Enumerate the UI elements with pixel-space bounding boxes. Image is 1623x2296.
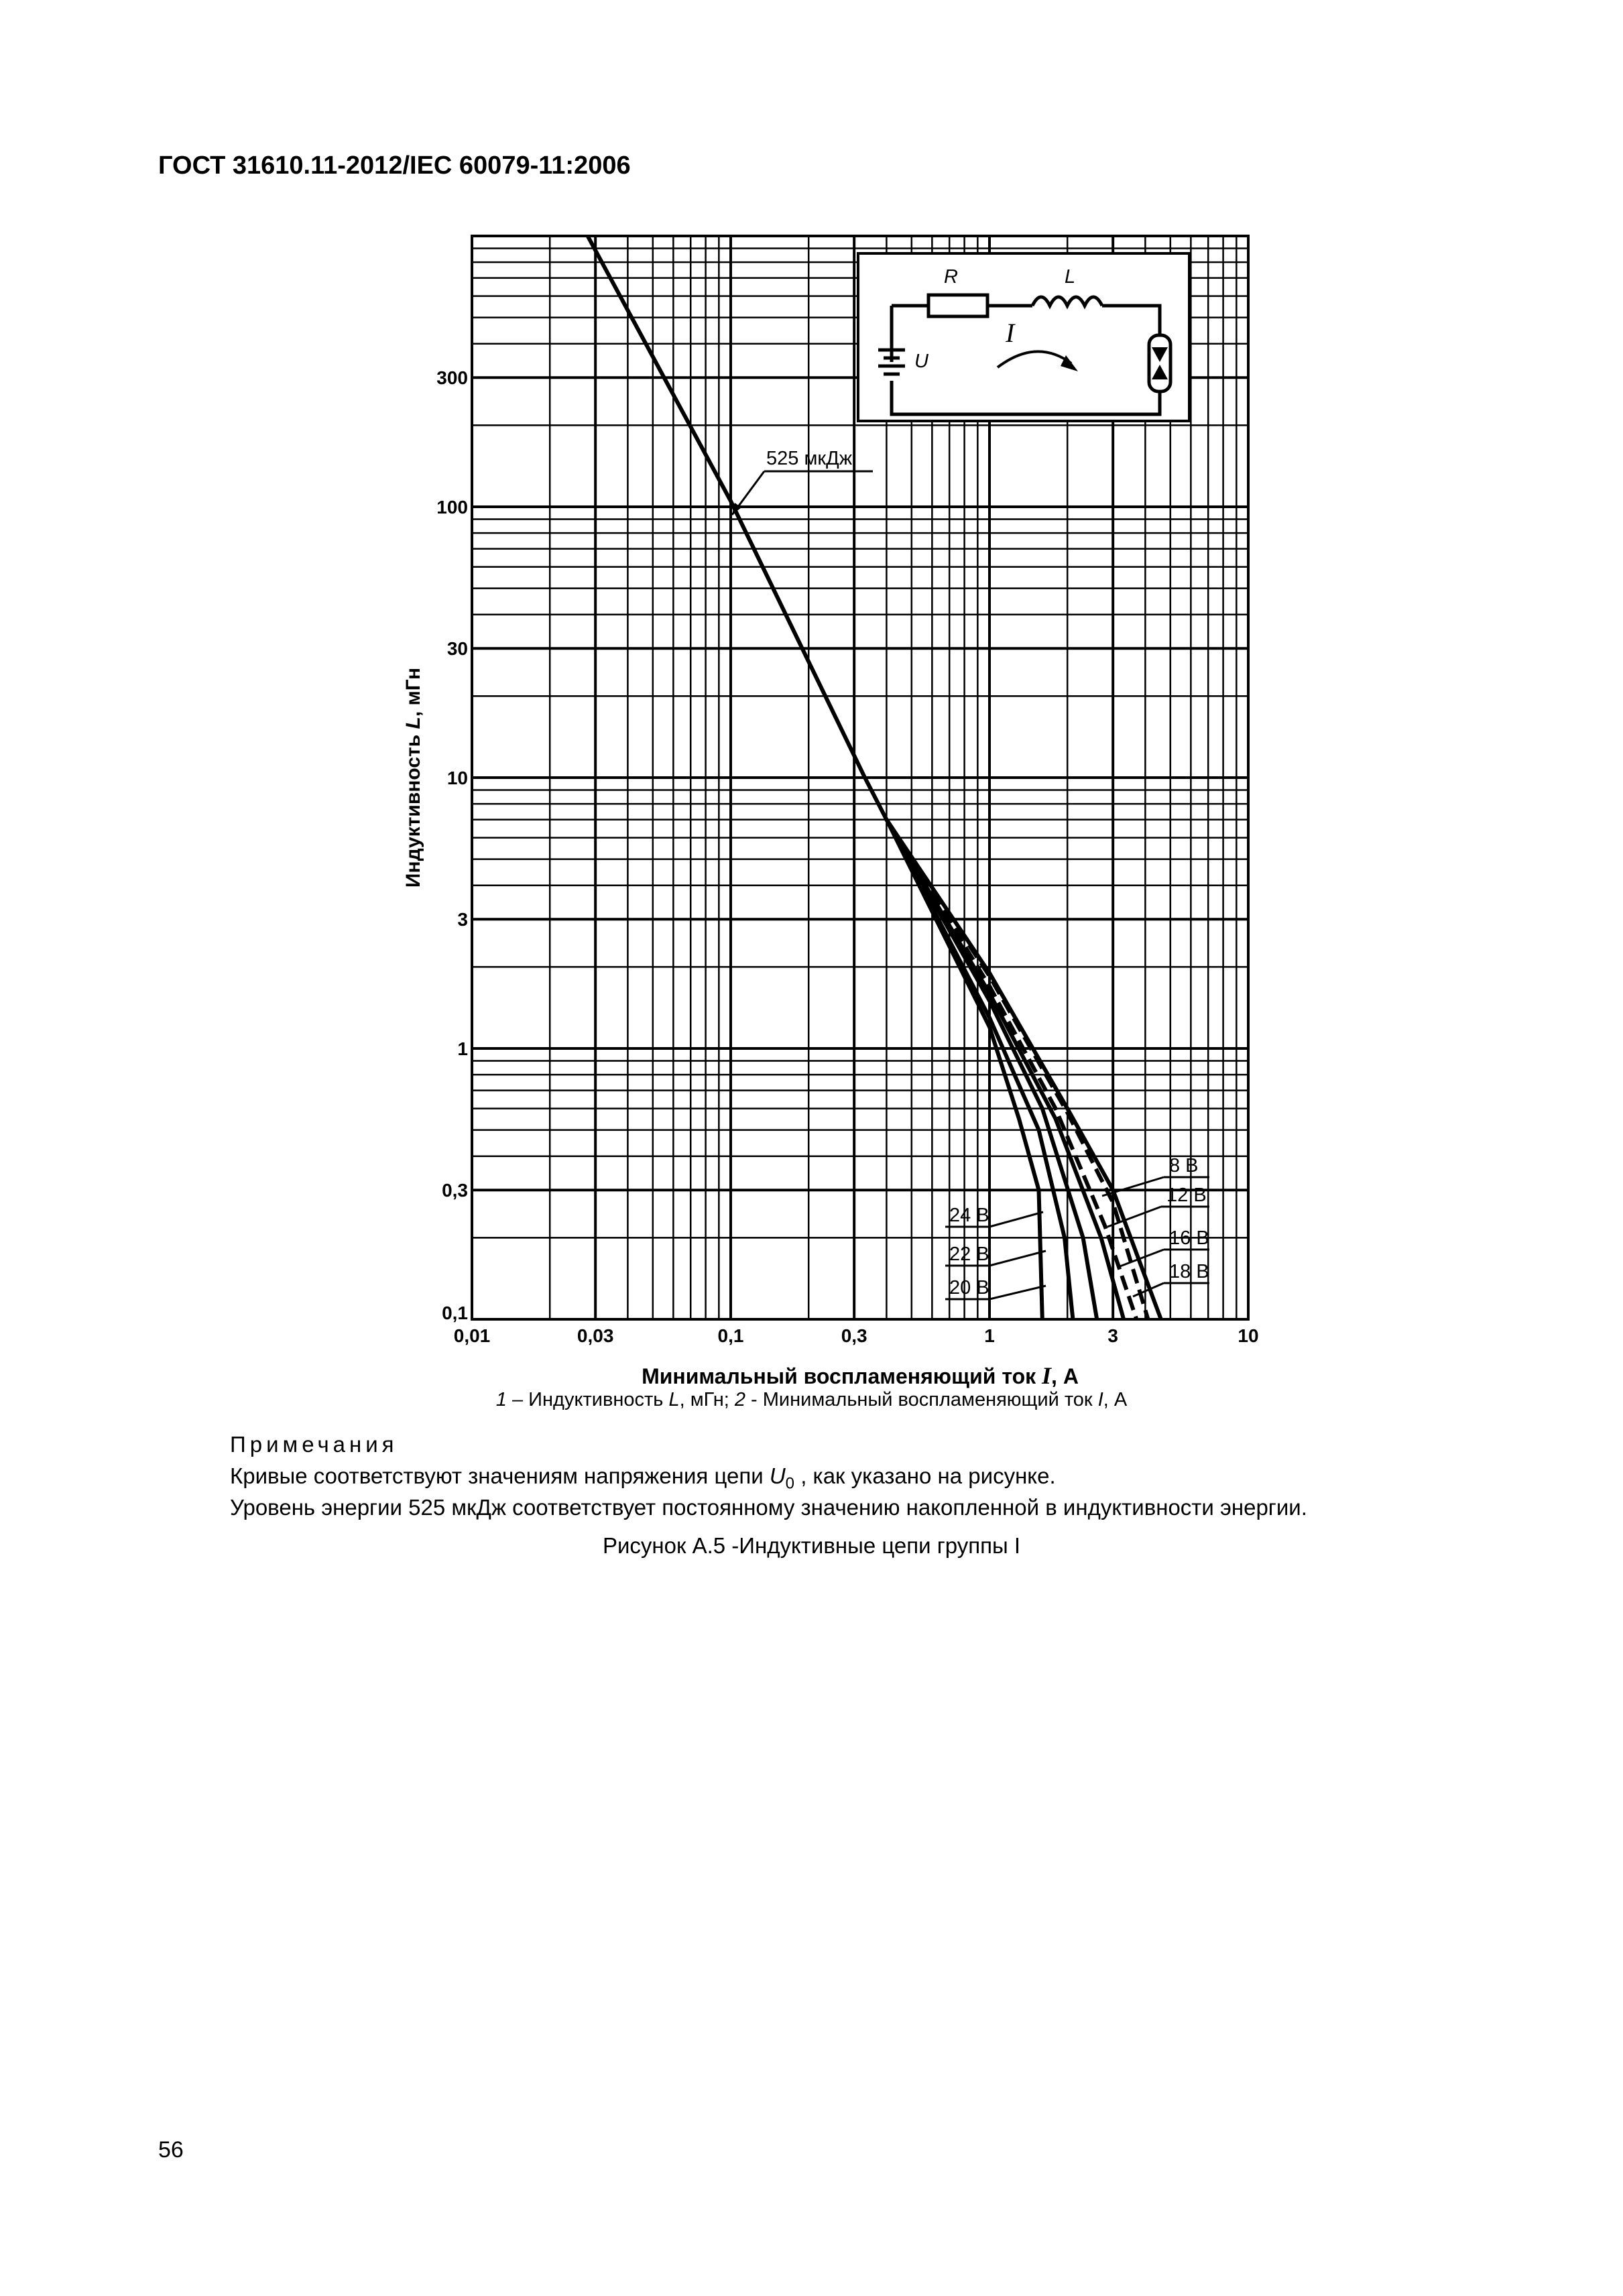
y-tick-label: 100	[436, 497, 468, 518]
x-tick-label: 10	[1238, 1325, 1259, 1346]
x-tick-label: 1	[984, 1325, 995, 1346]
y-tick-label: 300	[436, 367, 468, 389]
y-axis-title: Индуктивность L, мГн	[402, 667, 424, 888]
figure-caption: Рисунок А.5 -Индуктивные цепи группы I	[602, 1533, 1021, 1558]
y-tick-label: 3	[457, 909, 468, 930]
x-axis-title: Минимальный воспламеняющий ток I, А	[642, 1362, 1079, 1389]
label-8v: 8 В	[1169, 1155, 1199, 1176]
note-line-2: Уровень энергии 525 мкДж соответствует постоянному значению накопленной в индуктивности энергии.	[230, 1495, 1307, 1520]
inset-label-I: I	[1006, 318, 1015, 348]
x-tick-label: 0,3	[841, 1325, 867, 1346]
label-20v: 20 В	[949, 1277, 989, 1298]
label-22v: 22 В	[949, 1244, 989, 1265]
inset-label-R: R	[944, 266, 958, 288]
y-tick-label: 30	[446, 638, 468, 660]
inset-frame	[858, 253, 1189, 421]
resistor-icon	[928, 295, 987, 316]
label-18v: 18 В	[1169, 1261, 1209, 1282]
x-tick-label: 0,1	[717, 1325, 744, 1346]
document-header: ГОСТ 31610.11-2012/IEC 60079-11:2006	[158, 152, 631, 180]
y-tick-label: 0,3	[442, 1180, 468, 1201]
note-line-1: Кривые соответствуют значениям напряжения цепи $U_0$ , как указано на рисунке.	[230, 1463, 1056, 1493]
label-525-mkdzh: 525 мкДж	[766, 448, 853, 469]
spark-gap-icon	[1149, 335, 1170, 391]
y-tick-label: 0,1	[442, 1303, 468, 1323]
label-24v: 24 В	[949, 1205, 989, 1226]
page-number: 56	[158, 2137, 184, 2163]
x-tick-label: 3	[1107, 1325, 1118, 1346]
x-tick-label: 0,03	[577, 1325, 614, 1346]
notes-title: Примечания	[230, 1432, 398, 1457]
axis-legend-caption: 1 – Индуктивность L, мГн; 2 - Минимальный воспламеняющий ток I, А	[495, 1389, 1128, 1410]
inset-label-L: L	[1065, 266, 1076, 288]
y-tick-label: 1	[457, 1038, 468, 1059]
label-16v: 16 В	[1169, 1227, 1209, 1249]
x-tick-label: 0,01	[453, 1325, 491, 1346]
label-12v: 12 В	[1166, 1185, 1207, 1206]
circuit-inset	[858, 253, 1189, 421]
y-tick-label: 10	[446, 768, 468, 788]
inset-label-U: U	[914, 351, 928, 372]
